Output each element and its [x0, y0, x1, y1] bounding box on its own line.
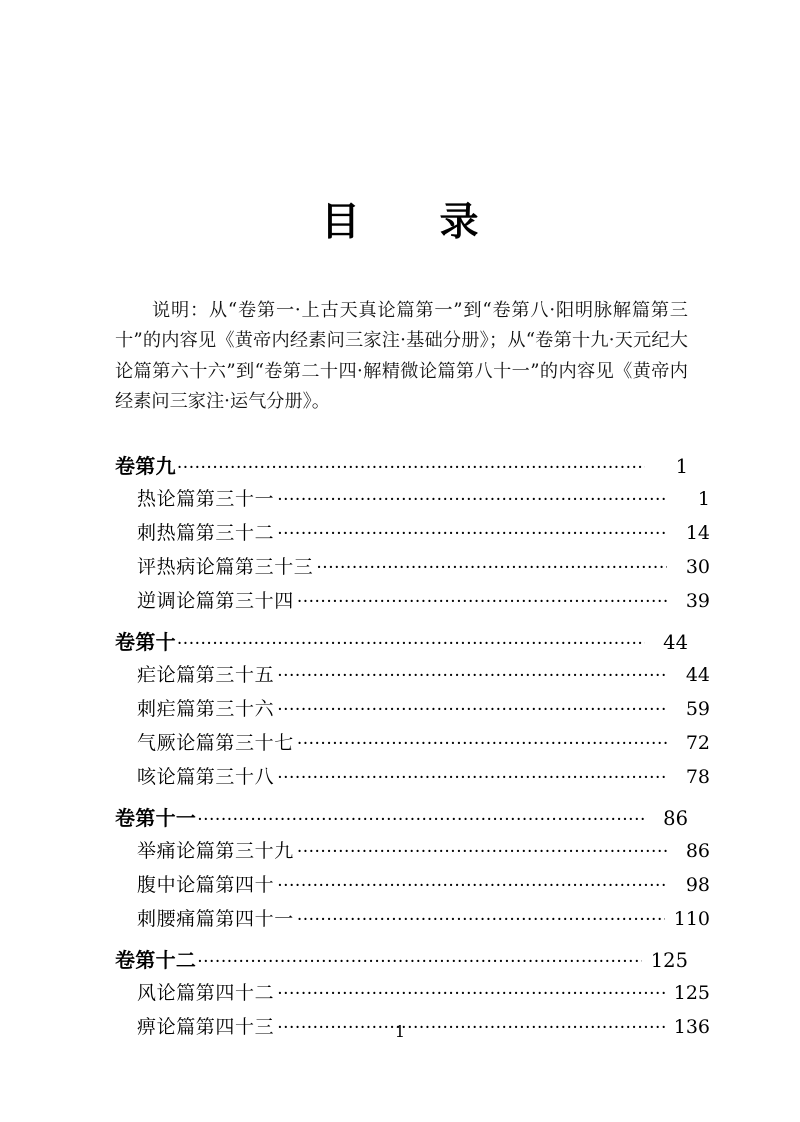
toc-chapter-label: 举痛论篇第三十九	[137, 840, 294, 862]
toc-chapter-label: 评热病论篇第三十三	[137, 556, 314, 578]
toc-chapter-row[interactable]	[115, 728, 710, 762]
toc-dot-leader	[313, 560, 667, 577]
toc-dot-leader	[274, 526, 667, 543]
toc-page-number: 14	[685, 522, 710, 544]
toc-page-number: 86	[663, 807, 688, 830]
toc-dot-leader	[274, 702, 667, 719]
toc-volume-row[interactable]	[115, 944, 688, 978]
toc-dot-leader	[294, 594, 667, 611]
toc-page-number: 59	[685, 698, 710, 720]
toc-chapter-row[interactable]	[115, 762, 710, 796]
toc-chapter-row[interactable]	[115, 904, 710, 938]
toc-page-number: 1	[675, 455, 688, 478]
toc-dot-leader	[176, 460, 645, 477]
toc-page-number: 86	[685, 840, 710, 862]
toc-dot-leader	[196, 812, 645, 829]
toc-chapter-label: 咳论篇第三十八	[137, 766, 275, 788]
toc-dot-leader	[274, 770, 667, 787]
toc-volume-row[interactable]	[115, 802, 688, 836]
toc-dot-leader	[294, 844, 667, 861]
toc-dot-leader	[274, 986, 665, 1003]
toc-page-number: 110	[673, 908, 710, 930]
toc-page-number: 30	[685, 556, 710, 578]
toc-chapter-label: 刺疟篇第三十六	[137, 698, 275, 720]
page-title: 目 录	[320, 199, 479, 245]
toc-dot-leader	[196, 954, 642, 971]
page-folio-number: 1	[394, 1022, 406, 1041]
toc-chapter-row[interactable]	[115, 660, 710, 694]
toc-chapter-label: 热论篇第三十一	[137, 488, 275, 510]
explanatory-note: 说明：从“卷第一·上古天真论篇第一”到“卷第八·阳明脉解篇第三十”的内容见《黄帝内经素问三家注·基础分册》；从“卷第十九·天元纪大论篇第六十六”到“卷第二十四·解精微论篇第八十一”的内容见《黄帝内经素问三家注·运气分册》。	[115, 300, 688, 413]
toc-chapter-row[interactable]	[115, 518, 710, 552]
toc-dot-leader	[274, 668, 667, 685]
toc-page-number: 44	[663, 631, 688, 654]
toc-dot-leader	[294, 912, 665, 929]
toc-chapter-row[interactable]	[115, 586, 710, 620]
toc-page-number: 78	[685, 766, 710, 788]
toc-chapter-label: 刺热篇第三十二	[137, 522, 275, 544]
toc-chapter-label: 腹中论篇第四十	[137, 874, 275, 896]
toc-volume-label: 卷第十二	[115, 948, 197, 972]
toc-chapter-row[interactable]	[115, 484, 710, 518]
toc-page-number: 98	[685, 874, 710, 896]
toc-page-number: 1	[697, 488, 710, 510]
toc-chapter-label: 疟论篇第三十五	[137, 664, 275, 686]
toc-page-number: 125	[673, 982, 710, 1004]
toc-page-number: 72	[685, 732, 710, 754]
toc-chapter-label: 痹论篇第四十三	[137, 1016, 275, 1038]
toc-chapter-label: 风论篇第四十二	[137, 982, 275, 1004]
toc-volume-row[interactable]	[115, 450, 688, 484]
toc-page-number: 39	[685, 590, 710, 612]
toc-volume-label: 卷第十一	[115, 806, 197, 830]
toc-dot-leader	[176, 636, 645, 653]
toc-chapter-label: 气厥论篇第三十七	[137, 732, 294, 754]
toc-volume-label: 卷第九	[115, 454, 176, 478]
toc-page-number: 136	[673, 1016, 710, 1038]
toc-volume-label: 卷第十	[115, 630, 176, 654]
toc-page-number: 125	[650, 949, 688, 972]
toc-chapter-row[interactable]	[115, 978, 710, 1012]
table-of-contents	[115, 450, 710, 1046]
toc-chapter-row[interactable]	[115, 836, 710, 870]
toc-dot-leader	[274, 492, 667, 509]
toc-volume-row[interactable]	[115, 626, 688, 660]
toc-chapter-row[interactable]	[115, 694, 710, 728]
toc-chapter-row[interactable]	[115, 552, 710, 586]
toc-chapter-label: 刺腰痛篇第四十一	[137, 908, 294, 930]
toc-dot-leader	[274, 878, 667, 895]
toc-page-number: 44	[685, 664, 710, 686]
toc-chapter-label: 逆调论篇第三十四	[137, 590, 294, 612]
toc-dot-leader	[294, 736, 667, 753]
toc-chapter-row[interactable]	[115, 870, 710, 904]
